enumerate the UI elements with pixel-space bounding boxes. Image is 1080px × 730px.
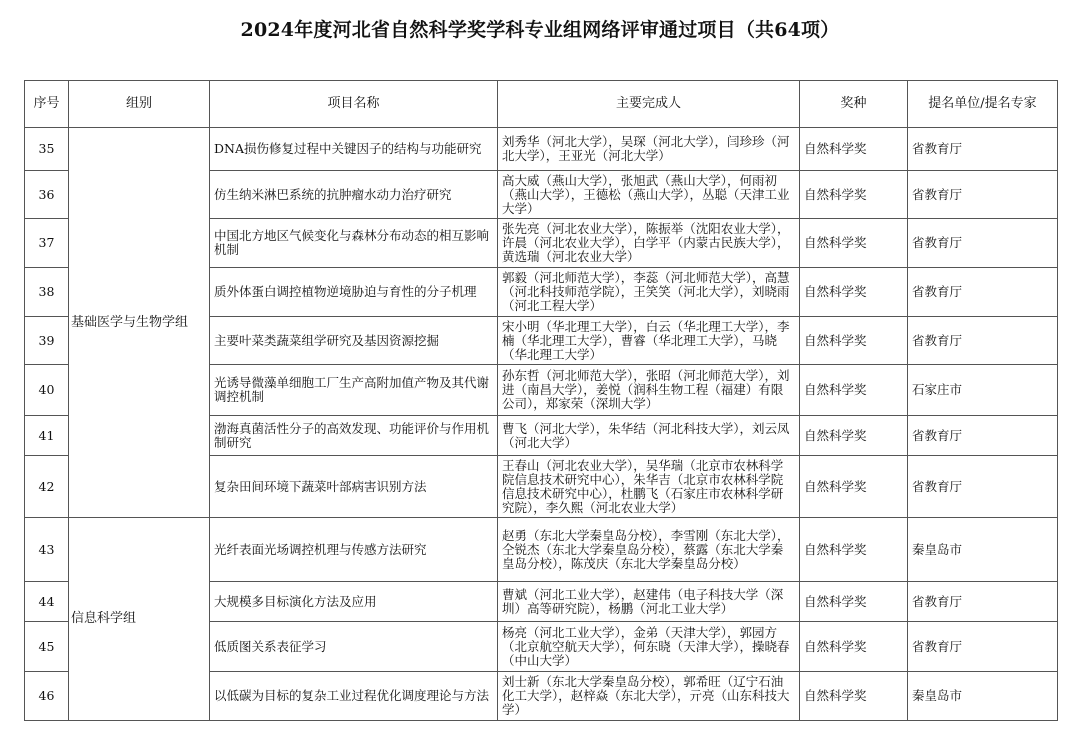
nominator: 省教育厅 xyxy=(908,582,1058,622)
document-title: 2024年度河北省自然科学奖学科专业组网络评审通过项目（共64项） xyxy=(240,19,840,41)
project-name: 低质图关系表征学习 xyxy=(210,622,498,672)
completers: 刘秀华（河北大学），吴琛（河北大学），闫珍珍（河北大学），王亚光（河北大学） xyxy=(498,128,800,171)
header-group: 组别 xyxy=(69,81,210,128)
award-type: 自然科学奖 xyxy=(800,268,908,317)
nominator: 省教育厅 xyxy=(908,128,1058,171)
nominator: 省教育厅 xyxy=(908,416,1058,456)
award-type: 自然科学奖 xyxy=(800,518,908,582)
group-cell-info: 信息科学组 xyxy=(69,518,210,721)
nominator: 省教育厅 xyxy=(908,219,1058,268)
row-no: 44 xyxy=(25,582,69,622)
row-no: 36 xyxy=(25,171,69,219)
completers: 曹斌（河北工业大学），赵建伟（电子科技大学（深圳）高等研究院），杨鹏（河北工业大学） xyxy=(498,582,800,622)
nominator: 省教育厅 xyxy=(908,456,1058,518)
award-type: 自然科学奖 xyxy=(800,622,908,672)
nominator: 省教育厅 xyxy=(908,622,1058,672)
award-type: 自然科学奖 xyxy=(800,582,908,622)
header-project: 项目名称 xyxy=(210,81,498,128)
table-row xyxy=(25,128,1058,171)
nominator: 省教育厅 xyxy=(908,268,1058,317)
row-no: 42 xyxy=(25,456,69,518)
results-table xyxy=(24,80,1058,721)
completers: 宋小明（华北理工大学），白云（华北理工大学），李楠（华北理工大学），曹睿（华北理工大学），马晓（华北理工大学） xyxy=(498,317,800,365)
completers: 赵勇（东北大学秦皇岛分校），李雪刚（东北大学），仝锐杰（东北大学秦皇岛分校），蔡露（东北大学秦皇岛分校），陈茂庆（东北大学秦皇岛分校） xyxy=(498,518,800,582)
row-no: 43 xyxy=(25,518,69,582)
header-people: 主要完成人 xyxy=(498,81,800,128)
header-award: 奖种 xyxy=(800,81,908,128)
nominator: 秦皇岛市 xyxy=(908,672,1058,721)
award-type: 自然科学奖 xyxy=(800,416,908,456)
project-name: 复杂田间环境下蔬菜叶部病害识别方法 xyxy=(210,456,498,518)
header-nominator: 提名单位/提名专家 xyxy=(908,81,1058,128)
completers: 高大威（燕山大学），张旭武（燕山大学），何雨初（燕山大学），王德松（燕山大学），丛聪（天津工业大学） xyxy=(498,171,800,219)
project-name: 仿生纳米淋巴系统的抗肿瘤水动力治疗研究 xyxy=(210,171,498,219)
completers: 王春山（河北农业大学），吴华瑞（北京市农林科学院信息技术研究中心），朱华吉（北京市农林科学院信息技术研究中心），杜鹏飞（石家庄市农林科学研究院），李久熙（河北农业大学） xyxy=(498,456,800,518)
table-row xyxy=(25,518,1058,582)
project-name: 主要叶菜类蔬菜组学研究及基因资源挖掘 xyxy=(210,317,498,365)
row-no: 39 xyxy=(25,317,69,365)
completers: 郭毅（河北师范大学），李蕊（河北师范大学），高慧（河北科技师范学院），王笑笑（河北大学），刘晓雨（河北工程大学） xyxy=(498,268,800,317)
project-name: 光诱导微藻单细胞工厂生产高附加值产物及其代谢调控机制 xyxy=(210,365,498,416)
award-type: 自然科学奖 xyxy=(800,317,908,365)
table-header-row xyxy=(25,81,1058,128)
project-name: 渤海真菌活性分子的高效发现、功能评价与作用机制研究 xyxy=(210,416,498,456)
award-type: 自然科学奖 xyxy=(800,672,908,721)
group-cell-bio: 基础医学与生物学组 xyxy=(69,128,210,518)
project-name: 以低碳为目标的复杂工业过程优化调度理论与方法 xyxy=(210,672,498,721)
nominator: 石家庄市 xyxy=(908,365,1058,416)
row-no: 41 xyxy=(25,416,69,456)
nominator: 秦皇岛市 xyxy=(908,518,1058,582)
completers: 曹飞（河北大学），朱华结（河北科技大学），刘云凤（河北大学） xyxy=(498,416,800,456)
project-name: DNA损伤修复过程中关键因子的结构与功能研究 xyxy=(210,128,498,171)
project-name: 中国北方地区气候变化与森林分布动态的相互影响机制 xyxy=(210,219,498,268)
award-type: 自然科学奖 xyxy=(800,171,908,219)
completers: 刘士新（东北大学秦皇岛分校），郭希旺（辽宁石油化工大学），赵梓焱（东北大学），亓亮（山东科技大学） xyxy=(498,672,800,721)
project-name: 大规模多目标演化方法及应用 xyxy=(210,582,498,622)
row-no: 46 xyxy=(25,672,69,721)
completers: 张先亮（河北农业大学），陈振举（沈阳农业大学），许晨（河北农业大学），白学平（内蒙古民族大学），黄选瑞（河北农业大学） xyxy=(498,219,800,268)
row-no: 40 xyxy=(25,365,69,416)
award-type: 自然科学奖 xyxy=(800,456,908,518)
award-type: 自然科学奖 xyxy=(800,219,908,268)
project-name: 光纤表面光场调控机理与传感方法研究 xyxy=(210,518,498,582)
nominator: 省教育厅 xyxy=(908,317,1058,365)
completers: 孙东哲（河北师范大学），张昭（河北师范大学），刘进（南昌大学），姜悦（润科生物工程（福建）有限公司），郑家荣（深圳大学） xyxy=(498,365,800,416)
award-type: 自然科学奖 xyxy=(800,365,908,416)
nominator: 省教育厅 xyxy=(908,171,1058,219)
award-type: 自然科学奖 xyxy=(800,128,908,171)
row-no: 38 xyxy=(25,268,69,317)
header-no: 序号 xyxy=(25,81,69,128)
project-name: 质外体蛋白调控植物逆境胁迫与育性的分子机理 xyxy=(210,268,498,317)
row-no: 35 xyxy=(25,128,69,171)
row-no: 37 xyxy=(25,219,69,268)
completers: 杨亮（河北工业大学），金弟（天津大学），郭园方（北京航空航天大学），何东晓（天津大学），操晓春（中山大学） xyxy=(498,622,800,672)
row-no: 45 xyxy=(25,622,69,672)
